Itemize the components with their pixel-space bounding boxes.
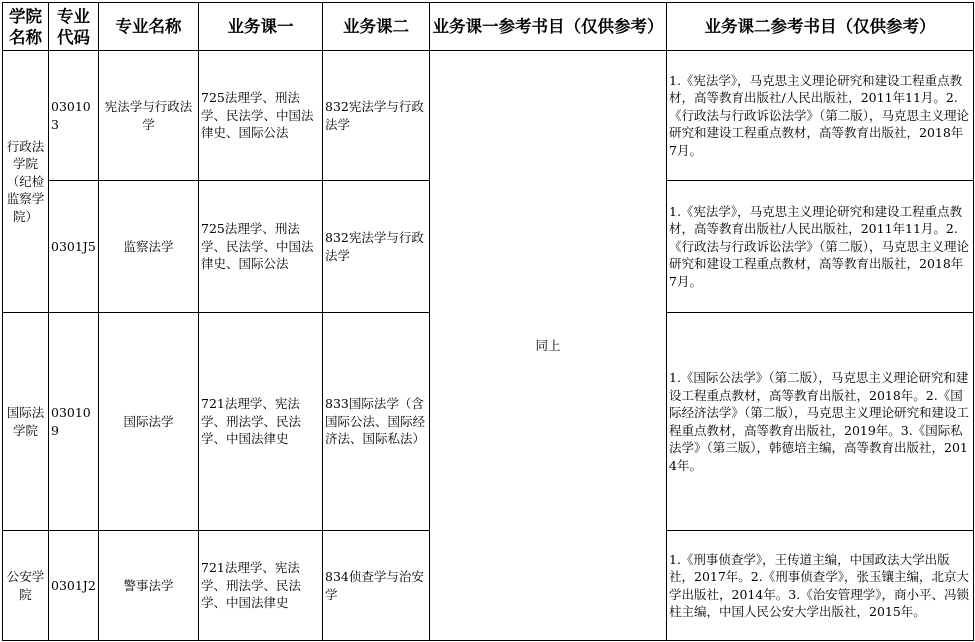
ref2-cell: 1.《国际公法学》（第二版），马克思主义理论研究和建设工程重点教材，高等教育出版社，2018年。2.《国际经济法学》（第二版），马克思主义理论研究和建设工程重点教材，高等教育出版社，2019年。3.《国际私法学》（第三版），韩德培主编，高等教育出版社，2014年。 (667, 313, 974, 531)
code-cell: 0301J5 (49, 181, 99, 313)
ref2-cell: 1.《刑事侦查学》，王传道主编，中国政法大学出版社，2017年。2.《刑事侦查学》，张玉镶主编，北京大学出版社，2014年。3.《治安管理学》，商小平、冯锁柱主编，中国人民公安大学出版社，2015年。 (667, 531, 974, 641)
course2-cell: 833国际法学（含国际公法、国际经济法、国际私法） (323, 313, 430, 531)
course2-cell: 832宪法学与行政法学 (323, 181, 430, 313)
major-cell: 监察法学 (99, 181, 199, 313)
ref2-cell: 1.《宪法学》，马克思主义理论研究和建设工程重点教材，高等教育出版社/人民出版社，2011年11月。2.《行政法与行政诉讼法学》（第二版），马克思主义理论研究和建设工程重点教材，高等教育出版社，2018年7月。 (667, 51, 974, 181)
college-cell: 行政法学院（纪检监察学院） (3, 51, 49, 313)
code-cell: 030109 (49, 313, 99, 531)
header-major: 专业名称 (99, 3, 199, 51)
header-ref1: 业务课一参考书目（仅供参考） (430, 3, 667, 51)
admissions-table (2, 2, 974, 641)
major-cell: 警事法学 (99, 531, 199, 641)
course2-cell: 832宪法学与行政法学 (323, 51, 430, 181)
header-ref2: 业务课二参考书目（仅供参考） (667, 3, 974, 51)
course1-cell: 721法理学、宪法学、刑法学、民法学、中国法律史 (199, 313, 323, 531)
course1-cell: 721法理学、宪法学、刑法学、民法学、中国法律史 (199, 531, 323, 641)
header-college: 学院名称 (3, 3, 49, 51)
ref2-cell: 1.《宪法学》，马克思主义理论研究和建设工程重点教材，高等教育出版社/人民出版社，2011年11月。2.《行政法与行政诉讼法学》（第二版），马克思主义理论研究和建设工程重点教材，高等教育出版社，2018年7月。 (667, 181, 974, 313)
college-cell: 国际法学院 (3, 313, 49, 531)
college-cell: 公安学院 (3, 531, 49, 641)
header-row (3, 3, 974, 51)
major-cell: 宪法学与行政法学 (99, 51, 199, 181)
course2-cell: 834侦查学与治安学 (323, 531, 430, 641)
major-cell: 国际法学 (99, 313, 199, 531)
header-code: 专业代码 (49, 3, 99, 51)
ref1-shared-cell: 同上 (430, 51, 667, 641)
code-cell: 0301J2 (49, 531, 99, 641)
header-course2: 业务课二 (323, 3, 430, 51)
course1-cell: 725法理学、刑法学、民法学、中国法律史、国际公法 (199, 181, 323, 313)
header-course1: 业务课一 (199, 3, 323, 51)
course1-cell: 725法理学、刑法学、民法学、中国法律史、国际公法 (199, 51, 323, 181)
code-cell: 030103 (49, 51, 99, 181)
table-row (3, 51, 974, 181)
